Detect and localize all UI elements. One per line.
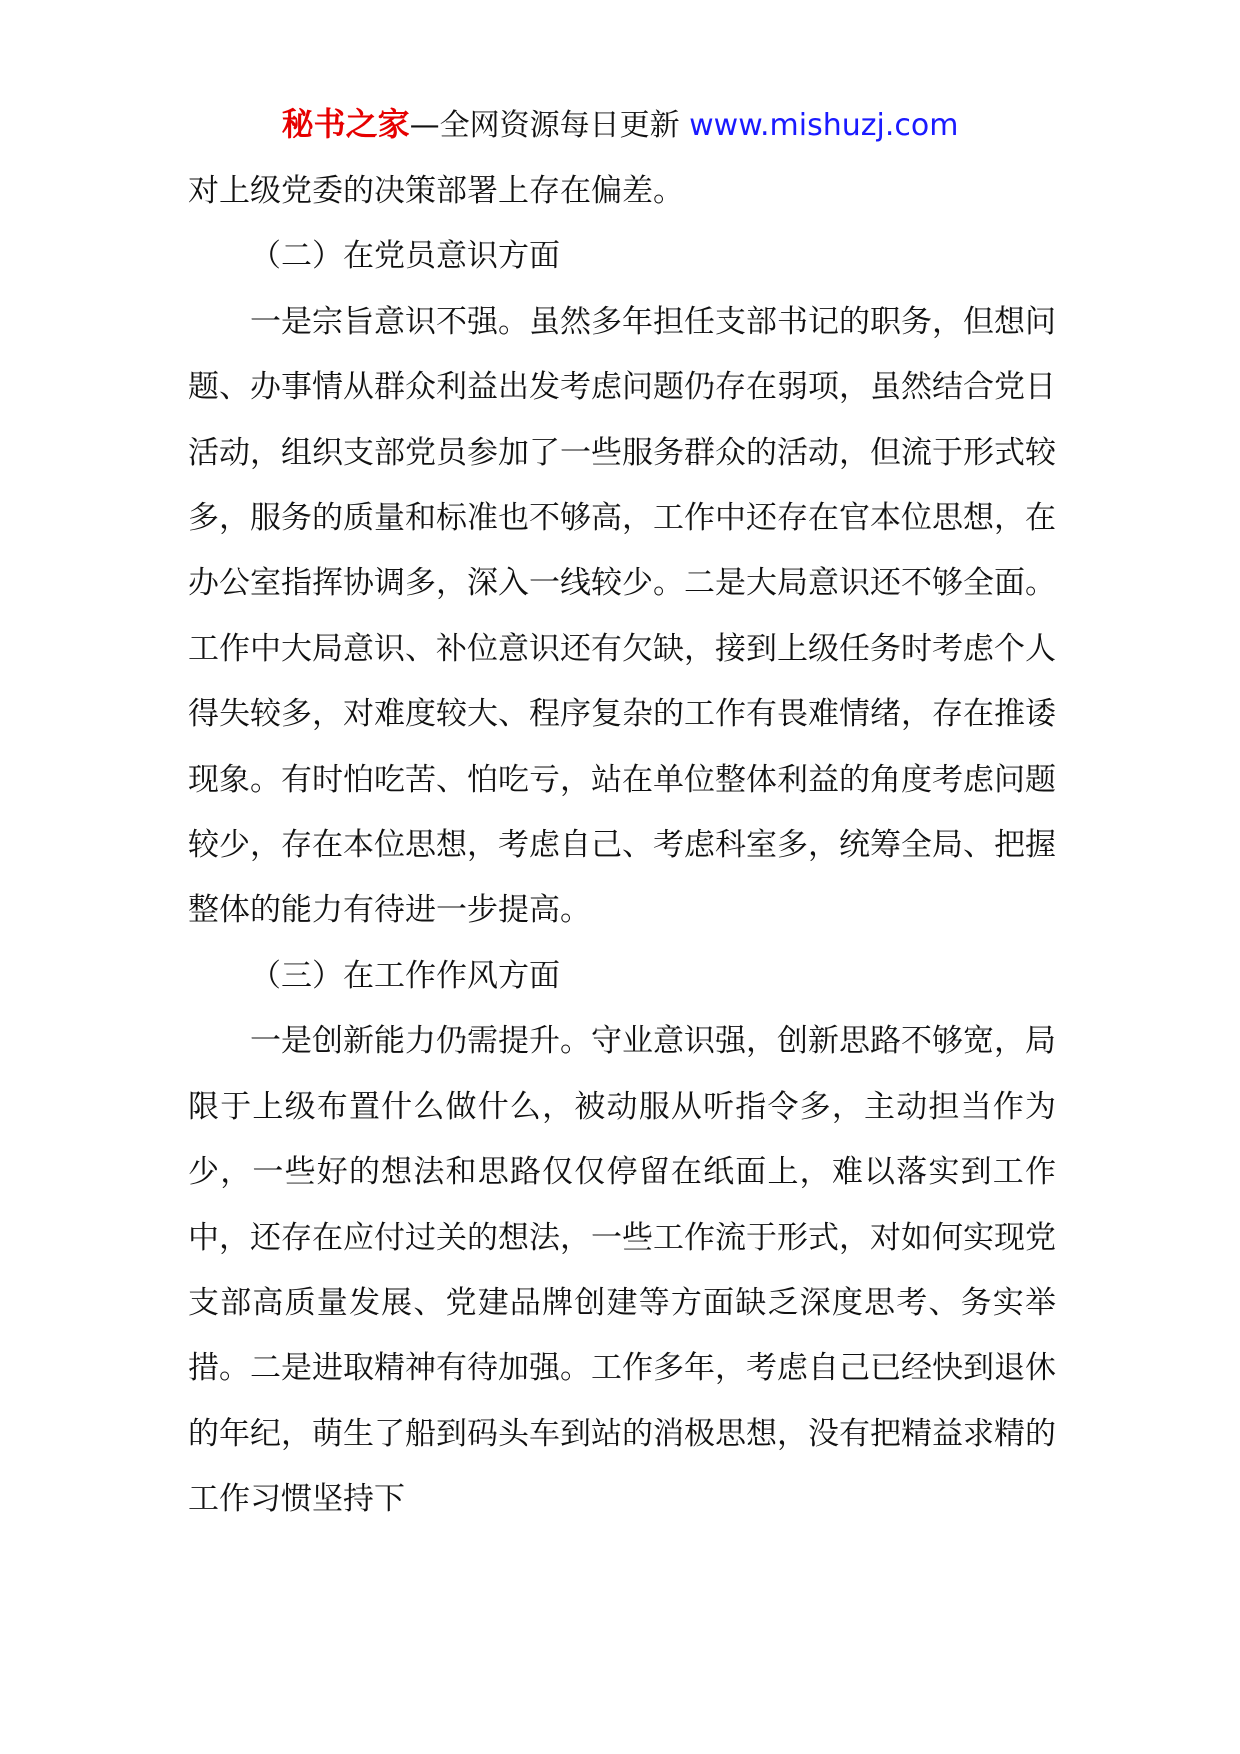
page-header: [0, 100, 1240, 150]
paragraph-continuation: 对上级党委的决策部署上存在偏差。: [188, 173, 684, 209]
paragraph-work-style: 一是创新能力仍需提升。守业意识强，创新思路不够宽，局限于上级布置什么做什么，被动服从听指令多，主动担当作为少，一些好的想法和思路仅仅停留在纸面上，难以落实到工作中，还存在应付过关的想法，一些工作流于形式，对如何实现党支部高质量发展、党建品牌创建等方面缺乏深度思考、务实举措。二是进取精神有待加强。工作多年，考虑自己已经快到退休的年纪，萌生了船到码头车到站的消极思想，没有把精益求精的工作习惯坚持下: [188, 1023, 1056, 1518]
site-url-link[interactable]: www.mishuzj.com: [689, 108, 959, 143]
document-body: [188, 159, 1056, 1533]
brand-name: 秘书之家: [281, 105, 410, 143]
section-heading-work-style: （三）在工作作风方面: [250, 957, 560, 994]
paragraph-party-member-awareness: 一是宗旨意识不强。虽然多年担任支部书记的职务，但想问题、办事情从群众利益出发考虑问题仍存在弱项，虽然结合党日活动，组织支部党员参加了一些服务群众的活动，但流于形式较多，服务的质量和标准也不够高，工作中还存在官本位思想，在办公室指挥协调多，深入一线较少。二是大局意识还不够全面。工作中大局意识、补位意识还有欠缺，接到上级任务时考虑个人得失较多，对难度较大、程序复杂的工作有畏难情绪，存在推诿现象。有时怕吃苦、怕吃亏，站在单位整体利益的角度考虑问题较少，存在本位思想，考虑自己、考虑科室多，统筹全局、把握整体的能力有待进一步提高。: [188, 303, 1056, 929]
section-heading-party-member-awareness: （二）在党员意识方面: [250, 238, 560, 275]
header-tagline: —全网资源每日更新: [409, 108, 690, 143]
